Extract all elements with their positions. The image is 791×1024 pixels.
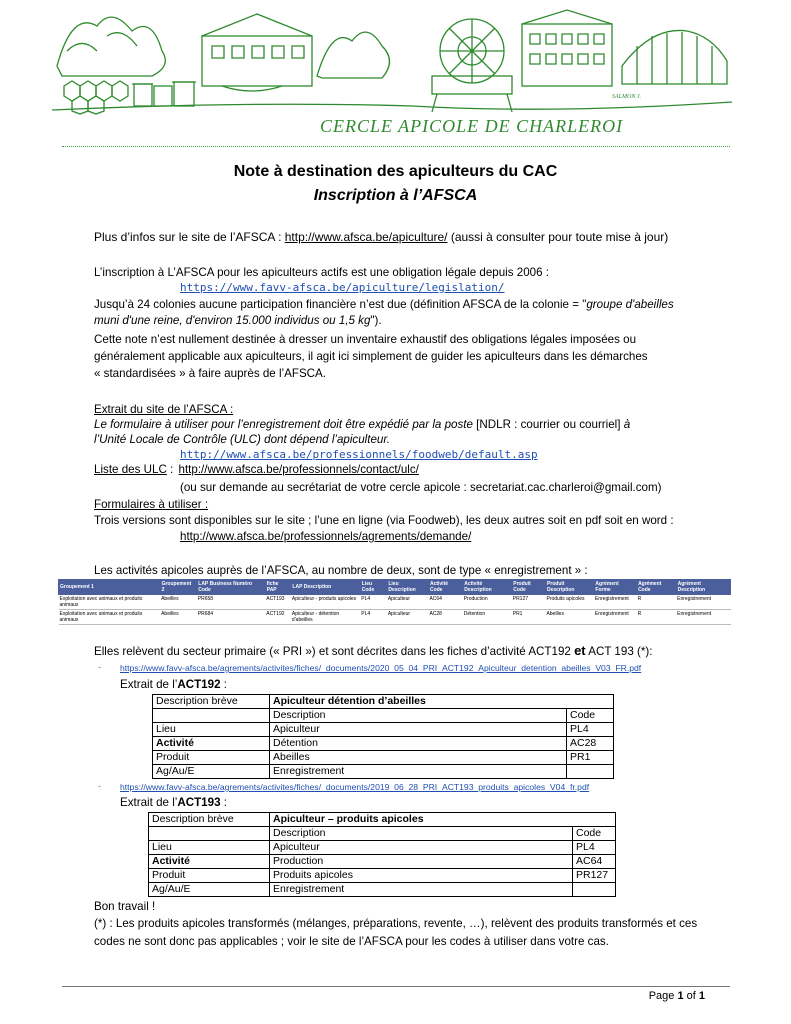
activities-table	[58, 579, 731, 625]
colony-definition-text: Jusqu’à 24 colonies aucune participation financière n’est due (définition AFSCA de la colonie = "	[94, 298, 587, 311]
act193-table	[148, 812, 616, 897]
row-desc: Apiculteur	[270, 723, 567, 737]
page-number	[649, 990, 705, 1002]
table-cell: PR1	[512, 610, 546, 625]
empty-cell	[149, 827, 270, 841]
col-header: Lieu Code	[360, 580, 387, 595]
table-row	[149, 841, 616, 855]
act192-extract-code: ACT192	[177, 678, 221, 691]
row-desc: Détention	[270, 737, 567, 751]
sector-text-b: ACT 193 (*):	[585, 645, 653, 658]
row-label: Ag/Au/E	[153, 765, 270, 779]
row-code: PR127	[573, 869, 616, 883]
table-cell: Enregistrement	[594, 610, 637, 625]
table-cell: Apiculteur - produits apicoles	[291, 595, 360, 610]
banner-signature: SALMON J.	[612, 94, 641, 100]
table-cell: Apiculteur	[387, 595, 429, 610]
colony-definition-end: ").	[370, 314, 382, 327]
activities-intro: Les activités apicoles auprès de l’AFSCA, au nombre de deux, sont de type « enregistrement » :	[94, 564, 588, 577]
footnote-line-1: (*) : Les produits apicoles transformés (mélanges, préparations, revente, …), relèvent des produits transformés et ces	[94, 917, 698, 930]
col-header: Agrément Forme	[594, 580, 637, 595]
row-label: Lieu	[153, 723, 270, 737]
col-code-header: Code	[567, 709, 614, 723]
page-current: 1	[677, 990, 684, 1002]
act193-extract-prefix: Extrait de l’	[120, 796, 178, 809]
club-banner-illustration	[52, 6, 732, 116]
act193-extract-label	[120, 795, 227, 811]
disclaimer-line-2: généralement applicable aux apiculteurs, il agit ici simplement de guider les apiculteurs dans les démarches	[94, 350, 648, 363]
table-row	[149, 827, 616, 841]
table-cell: Enregistrement	[676, 610, 730, 625]
table-cell: PR127	[512, 595, 546, 610]
col-header: Groupement 1	[59, 580, 161, 595]
colony-definition-italic: groupe d'abeilles	[586, 298, 674, 311]
row-code: AC28	[567, 737, 614, 751]
row-desc: Abeilles	[270, 751, 567, 765]
table-cell: Abeilles	[545, 610, 593, 625]
desc-value-cell: Apiculteur détention d’abeilles	[270, 695, 614, 709]
act193-extract-colon: :	[220, 796, 227, 809]
table-cell: Apiculteur - détention d'abeilles	[291, 610, 360, 625]
row-label: Activité	[149, 855, 270, 869]
table-row	[59, 595, 731, 610]
extract-italic-a: à	[623, 418, 631, 431]
table-cell: PL4	[360, 610, 387, 625]
table-row	[153, 765, 614, 779]
row-label: Produit	[153, 751, 270, 765]
row-code: PL4	[567, 723, 614, 737]
col-header: LAP Description	[291, 580, 360, 595]
col-header: Lieu Description	[387, 580, 429, 595]
bullet-dash: -	[98, 781, 101, 791]
extract-ndlr-note: [NDLR : courrier ou courriel]	[472, 418, 624, 431]
afsca-apiculture-link[interactable]: http://www.afsca.be/apiculture/	[284, 230, 448, 244]
table-row	[149, 883, 616, 897]
page-of: of	[683, 990, 699, 1002]
ulc-link[interactable]: http://www.afsca.be/professionnels/contact/ulc/	[178, 463, 419, 476]
table-cell: AC28	[428, 610, 462, 625]
row-code: AC64	[573, 855, 616, 869]
ulc-colon: :	[166, 463, 177, 476]
row-code: PL4	[573, 841, 616, 855]
table-cell: PL4	[360, 595, 387, 610]
disclaimer-line-1: Cette note n’est nullement destinée à dresser un inventaire exhaustif des obligations légales imposées ou	[94, 333, 637, 346]
col-header: Groupement 2	[160, 580, 197, 595]
bullet-dash: -	[98, 662, 101, 672]
legislation-link[interactable]: https://www.favv-afsca.be/apiculture/legislation/	[180, 281, 505, 294]
footnote-line-2: codes ne sont donc pas applicables ; voir le site de l’AFSCA pour les codes à utiliser dans votre cas.	[94, 935, 609, 948]
table-cell: ACT193	[265, 595, 291, 610]
table-cell: ACT192	[265, 610, 291, 625]
table-cell: Exploitation avec animaux et produits animaux	[59, 610, 161, 625]
colony-definition-italic-2: muni d'une reine, d'environ 15.000 individus ou 1,5 kg	[94, 314, 371, 327]
extract-line-1	[94, 417, 630, 433]
sector-text-a: Elles relèvent du secteur primaire (« PRI ») et sont décrites dans les fiches d’activité ACT192	[94, 645, 575, 658]
footer-divider	[62, 986, 730, 987]
ulc-line	[94, 462, 419, 478]
document-title: Note à destination des apiculteurs du CAC	[233, 163, 558, 180]
table-cell: PR658	[197, 595, 265, 610]
sector-line	[94, 643, 652, 660]
table-cell: R	[637, 595, 677, 610]
row-label: Produit	[149, 869, 270, 883]
table-cell: Enregistrement	[594, 595, 637, 610]
colony-definition-line-2	[94, 313, 382, 329]
table-row	[153, 695, 614, 709]
row-desc: Enregistrement	[270, 883, 573, 897]
table-row	[153, 709, 614, 723]
forms-heading: Formulaires à utiliser :	[94, 498, 209, 511]
table-cell: Abeilles	[160, 610, 197, 625]
table-row	[149, 813, 616, 827]
col-header: Agrément Description	[676, 580, 730, 595]
act193-extract-code: ACT193	[177, 796, 221, 809]
row-desc: Apiculteur	[270, 841, 573, 855]
desc-label-cell: Description brève	[149, 813, 270, 827]
row-desc: Production	[270, 855, 573, 869]
foodweb-link[interactable]: http://www.afsca.be/professionnels/foodweb/default.asp	[180, 448, 538, 461]
table-cell: Enregistrement	[676, 595, 730, 610]
extract-line-2: l’Unité Locale de Contrôle (ULC) dont dépend l’apiculteur.	[94, 433, 391, 446]
table-cell: Abeilles	[160, 595, 197, 610]
sector-et: et	[574, 643, 586, 658]
col-header: Activité Code	[428, 580, 462, 595]
act193-pdf-link[interactable]: https://www.favv-afsca.be/agrements/activites/fiches/_documents/2019_06_28_PRI_ACT193_produits_apicoles_V04_fr.pdf	[120, 782, 590, 792]
act192-table	[152, 694, 614, 779]
desc-label-cell: Description brève	[153, 695, 270, 709]
col-description-header: Description	[270, 827, 573, 841]
table-cell: AC64	[428, 595, 462, 610]
col-code-header: Code	[573, 827, 616, 841]
bon-travail: Bon travail !	[94, 900, 156, 913]
intro-prefix: Plus d’infos sur le site de l’AFSCA :	[94, 230, 285, 244]
col-header: LAP Business Numéro Code	[197, 580, 265, 595]
act192-extract-prefix: Extrait de l’	[120, 678, 178, 691]
extract-heading: Extrait du site de l’AFSCA :	[94, 403, 234, 416]
row-code	[573, 883, 616, 897]
table-cell: Apiculteur	[387, 610, 429, 625]
header-divider	[62, 146, 730, 147]
colony-definition-line	[94, 297, 674, 313]
table-row	[59, 610, 731, 625]
table-row	[153, 737, 614, 751]
table-cell: R	[637, 610, 677, 625]
legal-obligation-text: L’inscription à L’AFSCA pour les apiculteurs actifs est une obligation légale depuis 2006 :	[94, 266, 550, 279]
forms-link[interactable]: http://www.afsca.be/professionnels/agrements/demande/	[180, 530, 472, 543]
table-cell: Production	[463, 595, 512, 610]
table-row	[153, 723, 614, 737]
row-desc: Enregistrement	[270, 765, 567, 779]
table-cell: Produits apicoles	[545, 595, 593, 610]
table-cell: Exploitation avec animaux et produits animaux	[59, 595, 161, 610]
act192-pdf-link[interactable]: https://www.favv-afsca.be/agrements/activites/fiches/_documents/2020_05_04_PRI_ACT192_Apiculteur_detention_abeilles_V03_FR.pdf	[120, 663, 642, 673]
table-row	[153, 751, 614, 765]
table-cell: Détention	[463, 610, 512, 625]
row-code	[567, 765, 614, 779]
activities-table-header	[59, 580, 731, 595]
ulc-label: Liste des ULC	[94, 463, 167, 476]
ulc-secretariat-note: (ou sur demande au secrétariat de votre cercle apicole : secretariat.cac.charleroi@gmail.com)	[180, 481, 662, 494]
col-header: fiche PAP	[265, 580, 291, 595]
page-word: Page	[648, 990, 678, 1002]
col-header: Agrément Code	[637, 580, 677, 595]
act192-extract-label	[120, 677, 227, 693]
row-label: Activité	[153, 737, 270, 751]
intro-suffix: (aussi à consulter pour toute mise à jour)	[447, 230, 669, 244]
table-row	[149, 855, 616, 869]
row-code: PR1	[567, 751, 614, 765]
intro-line	[94, 229, 668, 245]
row-desc: Produits apicoles	[270, 869, 573, 883]
col-header: Activité Description	[463, 580, 512, 595]
act192-extract-colon: :	[220, 678, 227, 691]
disclaimer-line-3: « standardisées » à faire auprès de l’AFSCA.	[94, 367, 326, 380]
table-cell: PR684	[197, 610, 265, 625]
col-header: Produit Code	[512, 580, 546, 595]
page-total: 1	[698, 990, 705, 1002]
table-row	[149, 869, 616, 883]
empty-cell	[153, 709, 270, 723]
club-name: CERCLE APICOLE DE CHARLEROI	[320, 116, 624, 136]
forms-text: Trois versions sont disponibles sur le site ; l’une en ligne (via Foodweb), les deux autres soit en pdf soit en word :	[94, 514, 674, 527]
col-description-header: Description	[270, 709, 567, 723]
row-label: Lieu	[149, 841, 270, 855]
desc-value-cell: Apiculteur – produits apicoles	[270, 813, 616, 827]
document-subtitle: Inscription à l’AFSCA	[313, 187, 478, 204]
col-header: Produit Description	[545, 580, 593, 595]
extract-italic-1: Le formulaire à utiliser pour l’enregistrement doit être expédié par la poste	[94, 418, 473, 431]
row-label: Ag/Au/E	[149, 883, 270, 897]
